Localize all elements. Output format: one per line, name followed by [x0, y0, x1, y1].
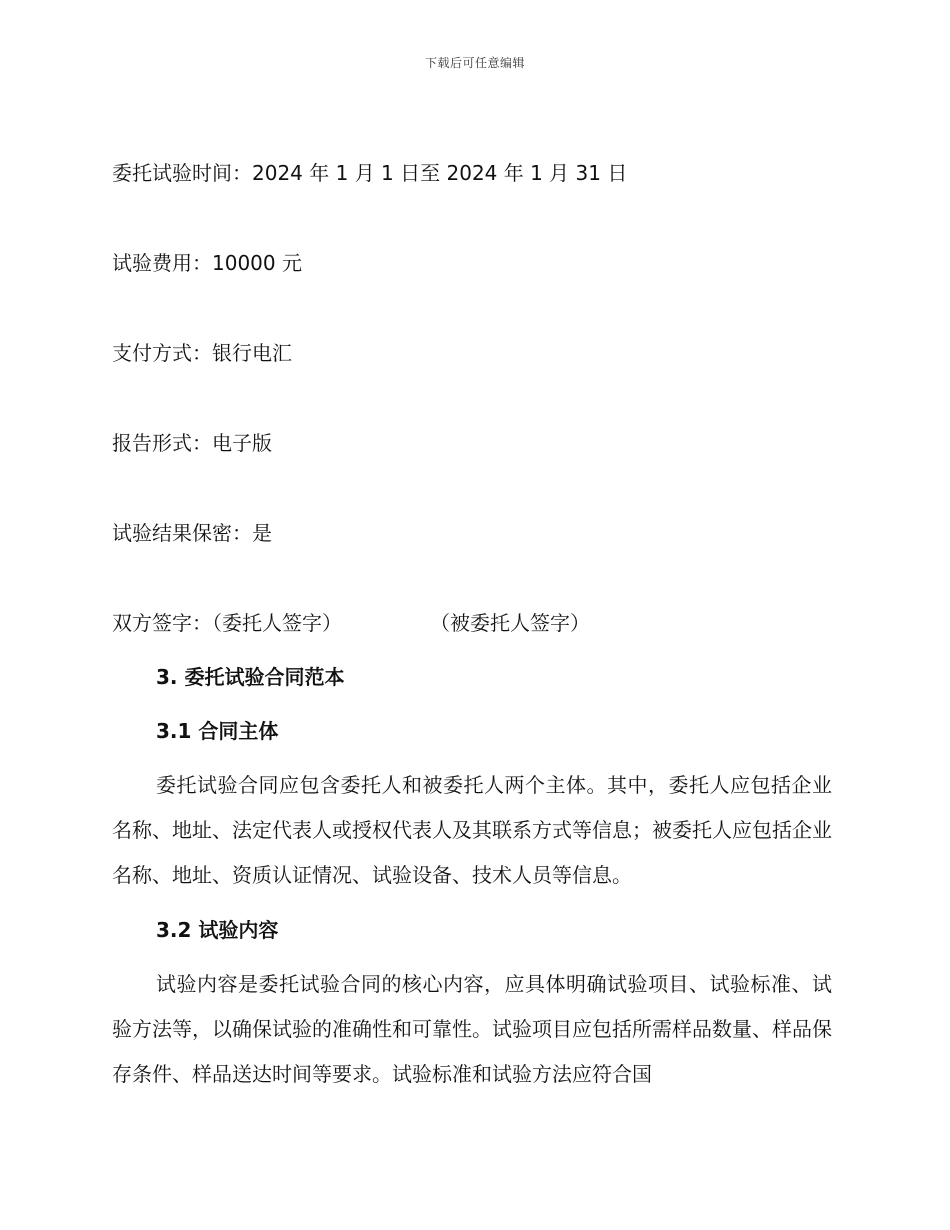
- section-3-1-heading: 3.1 合同主体: [156, 719, 279, 743]
- section-3-2-body: 试验内容是委托试验合同的核心内容，应具体明确试验项目、试验标准、试验方法等，以确保试验的准确性和可靠性。试验项目应包括所需样品数量、样品保存条件、样品送达时间等要求。试验标准和试验方法应符合国: [112, 972, 832, 1086]
- signature-second: （被委托人签字）: [430, 611, 590, 635]
- payment-method-line: 支付方式：银行电汇: [112, 341, 292, 365]
- section-3-heading: 3. 委托试验合同范本: [156, 665, 345, 689]
- signature-label: 双方签字：（委托人签字）: [112, 611, 342, 635]
- confidentiality-line: 试验结果保密：是: [112, 521, 272, 545]
- trial-fee-line: 试验费用：10000 元: [112, 251, 302, 275]
- report-format-line: 报告形式：电子版: [112, 431, 272, 455]
- trial-time-line: 委托试验时间：2024 年 1 月 1 日至 2024 年 1 月 31 日: [112, 161, 628, 185]
- page-header: 下载后可任意编辑: [424, 56, 525, 70]
- signature-line: [112, 609, 590, 637]
- section-3-1-body: 委托试验合同应包含委托人和被委托人两个主体。其中，委托人应包括企业名称、地址、法定代表人或授权代表人及其联系方式等信息；被委托人应包括企业名称、地址、资质认证情况、试验设备、技术人员等信息。: [112, 773, 832, 887]
- section-3-2-heading: 3.2 试验内容: [156, 918, 279, 942]
